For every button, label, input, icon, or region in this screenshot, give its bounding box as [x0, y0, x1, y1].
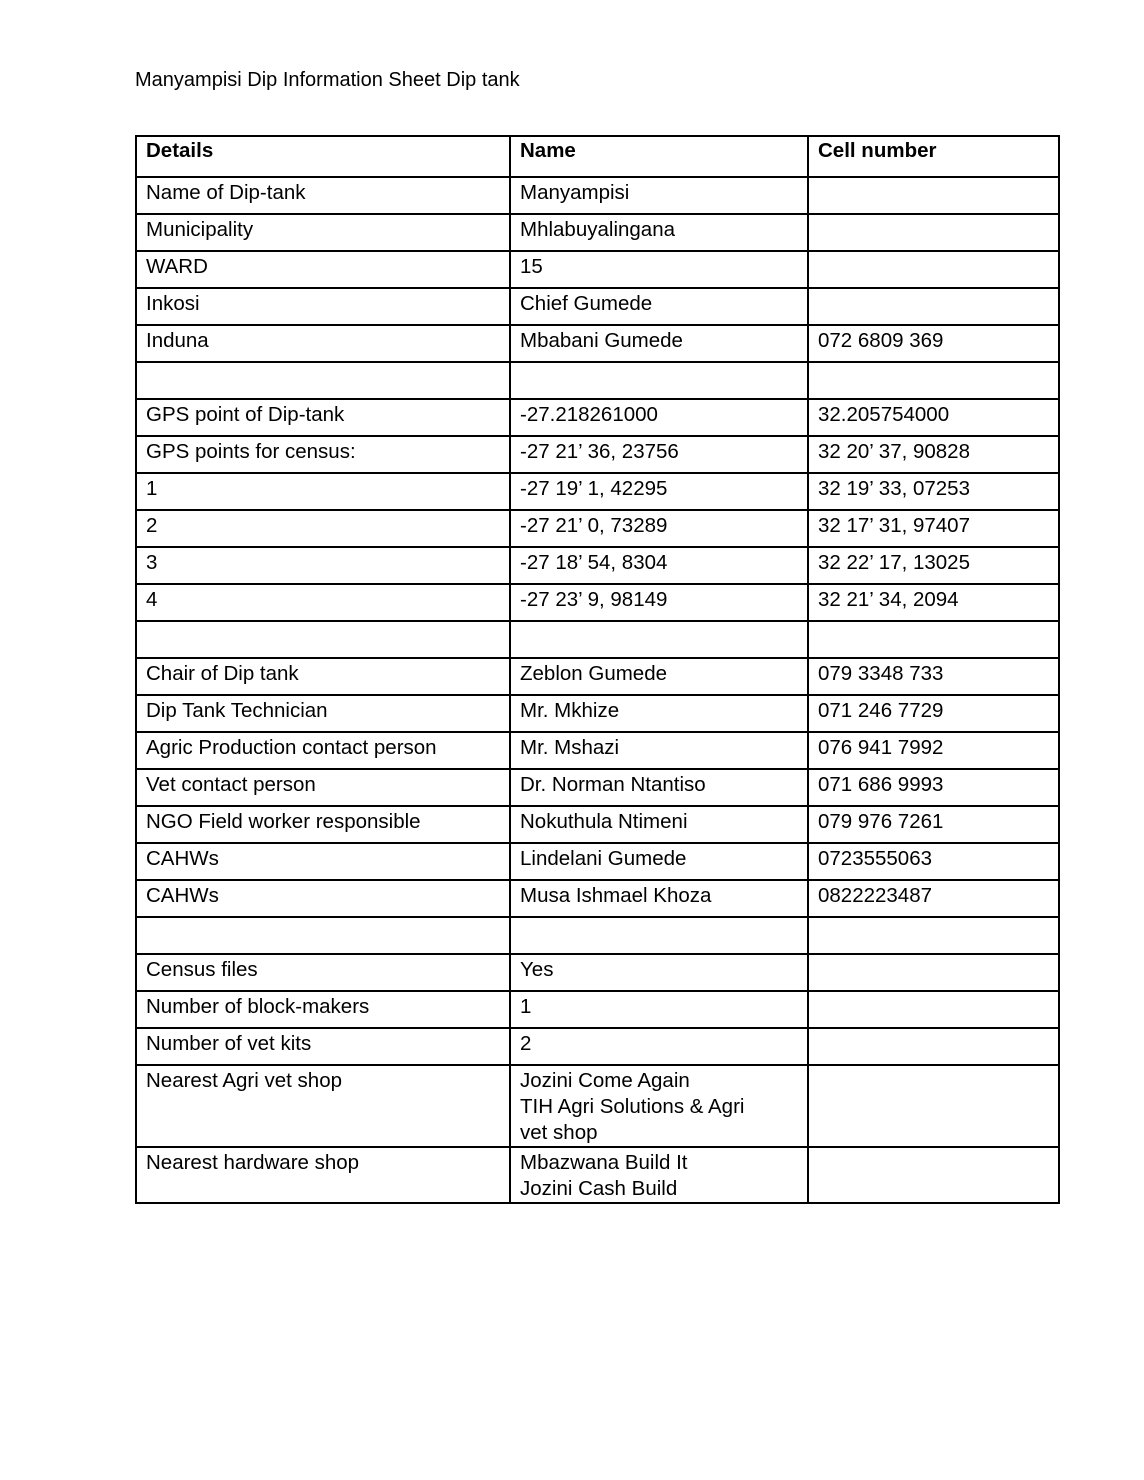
- cell-cell: 072 6809 369: [808, 325, 1059, 362]
- table-row: [136, 880, 1059, 917]
- cell-details: CAHWs: [136, 880, 510, 917]
- cell-details: Census files: [136, 954, 510, 991]
- cell-details: Induna: [136, 325, 510, 362]
- header-details: Details: [136, 136, 510, 177]
- cell-name: Nokuthula Ntimeni: [510, 806, 808, 843]
- table-row: [136, 362, 1059, 399]
- cell-details: Number of block-makers: [136, 991, 510, 1028]
- cell-cell: [808, 288, 1059, 325]
- cell-name: Yes: [510, 954, 808, 991]
- cell-details: GPS point of Dip-tank: [136, 399, 510, 436]
- cell-details: [136, 917, 510, 954]
- cell-name: Mbabani Gumede: [510, 325, 808, 362]
- header-name: Name: [510, 136, 808, 177]
- cell-cell: 32 21’ 34, 2094: [808, 584, 1059, 621]
- cell-cell: 079 3348 733: [808, 658, 1059, 695]
- cell-name: -27 21’ 0, 73289: [510, 510, 808, 547]
- cell-name: [510, 917, 808, 954]
- cell-cell: 076 941 7992: [808, 732, 1059, 769]
- cell-cell: [808, 362, 1059, 399]
- cell-line: Jozini Come Again: [520, 1069, 690, 1092]
- table-row: [136, 325, 1059, 362]
- cell-cell: 32 20’ 37, 90828: [808, 436, 1059, 473]
- table-row: [136, 621, 1059, 658]
- cell-details: Inkosi: [136, 288, 510, 325]
- cell-name: -27.218261000: [510, 399, 808, 436]
- cell-details: [136, 621, 510, 658]
- cell-cell: 32 17’ 31, 97407: [808, 510, 1059, 547]
- cell-cell: 32.205754000: [808, 399, 1059, 436]
- table-row: [136, 991, 1059, 1028]
- table-row: [136, 177, 1059, 214]
- table-row: [136, 251, 1059, 288]
- cell-details: Nearest Agri vet shop: [136, 1065, 510, 1147]
- cell-name: -27 19’ 1, 42295: [510, 473, 808, 510]
- cell-cell: [808, 1147, 1059, 1203]
- cell-cell: 0822223487: [808, 880, 1059, 917]
- cell-cell: [808, 1028, 1059, 1065]
- table-row: [136, 1065, 1059, 1147]
- cell-details: NGO Field worker responsible: [136, 806, 510, 843]
- table-row: [136, 1147, 1059, 1203]
- cell-cell: [808, 214, 1059, 251]
- table-row: [136, 214, 1059, 251]
- cell-cell: [808, 954, 1059, 991]
- cell-cell: 32 22’ 17, 13025: [808, 547, 1059, 584]
- table-row: [136, 658, 1059, 695]
- table-row: [136, 732, 1059, 769]
- cell-cell: [808, 917, 1059, 954]
- cell-details: Nearest hardware shop: [136, 1147, 510, 1203]
- cell-details: Name of Dip-tank: [136, 177, 510, 214]
- table-row: [136, 843, 1059, 880]
- cell-details: GPS points for census:: [136, 436, 510, 473]
- cell-details: Vet contact person: [136, 769, 510, 806]
- cell-details: 2: [136, 510, 510, 547]
- table-row: [136, 399, 1059, 436]
- cell-name: [510, 362, 808, 399]
- cell-line: Mbazwana Build It: [520, 1151, 688, 1174]
- cell-line: vet shop: [520, 1121, 598, 1144]
- cell-cell: [808, 251, 1059, 288]
- cell-details: Dip Tank Technician: [136, 695, 510, 732]
- cell-name: Zeblon Gumede: [510, 658, 808, 695]
- table-row: [136, 584, 1059, 621]
- cell-details: [136, 362, 510, 399]
- table-row: [136, 954, 1059, 991]
- table-header-row: [136, 136, 1059, 177]
- cell-line: TIH Agri Solutions & Agri: [520, 1095, 745, 1118]
- dip-info-table: [135, 135, 1060, 1204]
- cell-name: 1: [510, 991, 808, 1028]
- cell-details: Agric Production contact person: [136, 732, 510, 769]
- table-row: [136, 1028, 1059, 1065]
- table-row: [136, 769, 1059, 806]
- cell-name: [510, 1065, 808, 1147]
- cell-name: Dr. Norman Ntantiso: [510, 769, 808, 806]
- cell-name: Manyampisi: [510, 177, 808, 214]
- cell-name: Mr. Mshazi: [510, 732, 808, 769]
- table-row: [136, 510, 1059, 547]
- table-row: [136, 695, 1059, 732]
- cell-details: WARD: [136, 251, 510, 288]
- cell-details: 3: [136, 547, 510, 584]
- cell-details: CAHWs: [136, 843, 510, 880]
- table-row: [136, 806, 1059, 843]
- cell-name: Mhlabuyalingana: [510, 214, 808, 251]
- table-body: [136, 136, 1059, 1203]
- cell-name: [510, 621, 808, 658]
- cell-name: Mr. Mkhize: [510, 695, 808, 732]
- cell-line: Jozini Cash Build: [520, 1177, 678, 1200]
- header-cell-number: Cell number: [808, 136, 1059, 177]
- cell-cell: 0723555063: [808, 843, 1059, 880]
- table-row: [136, 436, 1059, 473]
- cell-details: 4: [136, 584, 510, 621]
- cell-name: -27 23’ 9, 98149: [510, 584, 808, 621]
- cell-cell: 071 246 7729: [808, 695, 1059, 732]
- cell-name: [510, 1147, 808, 1203]
- cell-name: Musa Ishmael Khoza: [510, 880, 808, 917]
- cell-cell: 32 19’ 33, 07253: [808, 473, 1059, 510]
- table-row: [136, 473, 1059, 510]
- cell-details: Chair of Dip tank: [136, 658, 510, 695]
- table-row: [136, 917, 1059, 954]
- cell-name: 15: [510, 251, 808, 288]
- cell-cell: [808, 991, 1059, 1028]
- cell-details: 1: [136, 473, 510, 510]
- table-row: [136, 288, 1059, 325]
- cell-name: 2: [510, 1028, 808, 1065]
- document-title: Manyampisi Dip Information Sheet Dip tank: [135, 69, 520, 91]
- cell-details: Municipality: [136, 214, 510, 251]
- table-row: [136, 547, 1059, 584]
- cell-cell: 079 976 7261: [808, 806, 1059, 843]
- cell-details: Number of vet kits: [136, 1028, 510, 1065]
- cell-cell: [808, 1065, 1059, 1147]
- cell-cell: [808, 621, 1059, 658]
- cell-name: Lindelani Gumede: [510, 843, 808, 880]
- cell-cell: 071 686 9993: [808, 769, 1059, 806]
- cell-name: -27 18’ 54, 8304: [510, 547, 808, 584]
- cell-name: Chief Gumede: [510, 288, 808, 325]
- cell-cell: [808, 177, 1059, 214]
- cell-name: -27 21’ 36, 23756: [510, 436, 808, 473]
